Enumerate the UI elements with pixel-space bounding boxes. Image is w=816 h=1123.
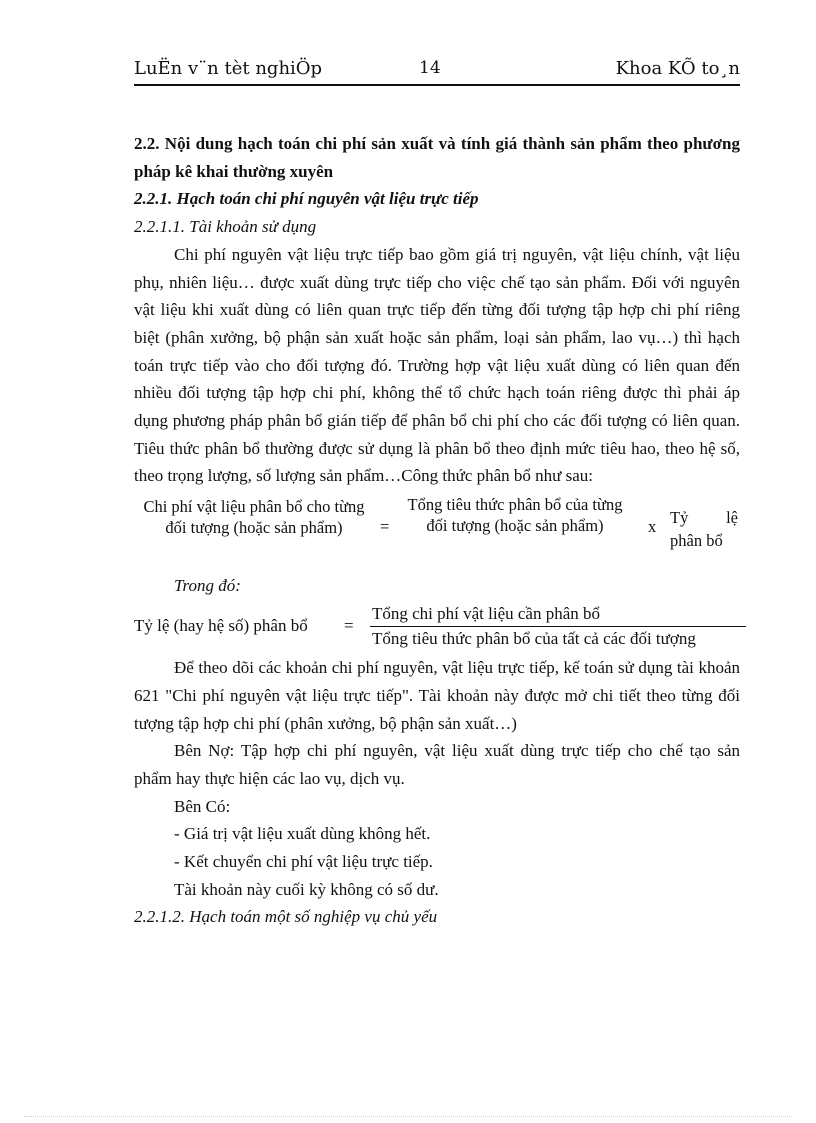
closing-note: Tài khoản này cuối kỳ không có số dư.: [174, 879, 439, 899]
credit-label: Bên Có:: [174, 796, 231, 816]
header-department: Khoa KÕ to¸n: [615, 58, 740, 79]
formula-rate-word-1: Tỷ: [670, 508, 689, 528]
rate-formula-numerator: Tổng chi phí vật liệu cần phân bổ: [370, 602, 746, 627]
paragraph-2: Để theo dõi các khoản chi phí nguyên, vật liệu trực tiếp, kế toán sử dụng tài khoản 621 "Chi phí nguyên vật liệu trực tiếp". Tài khoản này được mở chi tiết theo từng đối tượng tập hợp chi phí (phân xưởng, bộ phận sản xuất…): [134, 658, 740, 733]
rate-formula: [134, 602, 740, 654]
page-bottom-divider: [24, 1116, 792, 1117]
formula-multiply: x: [648, 517, 657, 537]
rate-formula-fraction: [370, 602, 746, 651]
rate-formula-equals: =: [344, 616, 354, 636]
page-number: 14: [419, 58, 441, 78]
subsubsection-heading-1: 2.2.1.1. Tài khoản sử dụng: [134, 217, 317, 237]
page-header: [134, 58, 740, 86]
formula-lhs: Chi phí vật liệu phân bổ cho từng đối tượng (hoặc sản phẩm): [143, 497, 365, 538]
subsection-heading: 2.2.1. Hạch toán chi phí nguyên vật liệu trực tiếp: [134, 189, 479, 209]
formula-rate-word-3: phân bổ: [670, 531, 723, 551]
formula-equals: =: [380, 517, 390, 537]
where-label: Trong đó:: [174, 576, 241, 596]
credit-item-2: - Kết chuyển chi phí vật liệu trực tiếp.: [174, 852, 433, 872]
header-thesis-title: LuËn v¨n tèt nghiÖp: [134, 58, 323, 79]
formula-rate: [670, 506, 738, 552]
formula-rate-word-2: lệ: [726, 508, 738, 528]
section-heading: 2.2. Nội dung hạch toán chi phí sản xuất và tính giá thành sản phẩm theo phương pháp kê khai thường xuyên: [134, 134, 740, 181]
rate-formula-denominator: Tổng tiêu thức phân bổ của tất cả các đối tượng: [372, 629, 696, 649]
subsubsection-heading-2: 2.2.1.2. Hạch toán một số nghiệp vụ chủ yếu: [134, 907, 438, 927]
allocation-formula: [134, 496, 740, 572]
paragraph-1: Chi phí nguyên vật liệu trực tiếp bao gồm giá trị nguyên, vật liệu chính, vật liệu phụ, nhiên liệu… được xuất dùng trực tiếp cho việc chế tạo sản phẩm. Đối với nguyên vật liệu khi xuất dùng có liên quan trực tiếp đến từng đối tượng tập hợp chi phí riêng biệt (phân xưởng, bộ phận sản xuất hoặc sản phẩm, loại sản phẩm, lao vụ…) thì hạch toán trực tiếp vào cho đối tượng đó. Trường hợp vật liệu xuất dùng có liên quan đến nhiều đối tượng tập hợp chi phí, không thể tổ chức hạch toán riêng được thì phải áp dụng phương pháp phân bổ gián tiếp để phân bổ chi phí cho các đối tượng có liên quan. Tiêu thức phân bổ thường được sử dụng là phân bổ theo định mức tiêu hao, theo hệ số, theo trọng lượng, số lượng sản phẩm…Công thức phân bổ như sau:: [134, 244, 740, 486]
page-content: [134, 130, 740, 931]
credit-item-1: - Giá trị vật liệu xuất dùng không hết.: [174, 824, 431, 844]
paragraph-debit: Bên Nợ: Tập hợp chi phí nguyên, vật liệu xuất dùng trực tiếp cho chế tạo sản phẩm hay thực hiện các lao vụ, dịch vụ.: [134, 741, 740, 788]
rate-formula-label: Tỷ lệ (hay hệ số) phân bổ: [134, 616, 308, 636]
formula-allocation-basis: Tổng tiêu thức phân bổ của từng đối tượng (hoặc sản phẩm): [407, 495, 623, 536]
